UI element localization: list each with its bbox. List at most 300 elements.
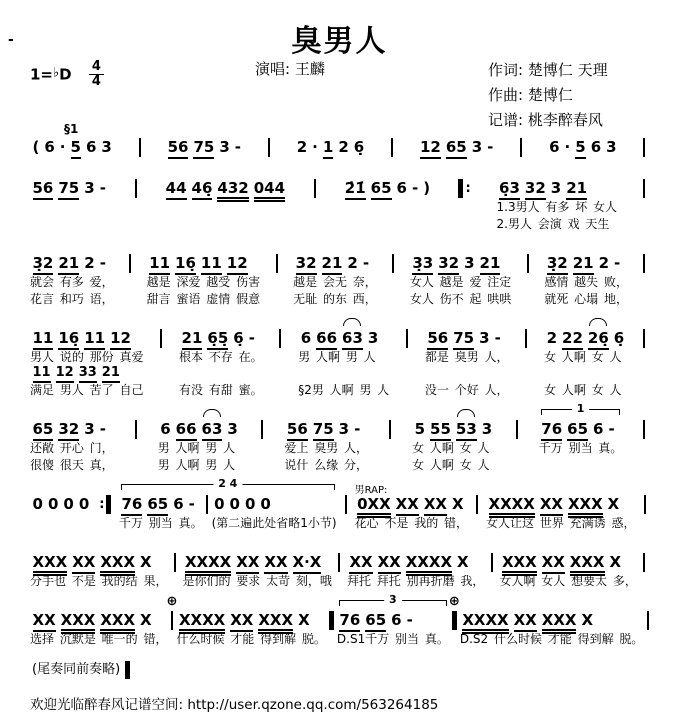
note-token: 75 xyxy=(58,179,79,200)
note-token: 6̣5̣ xyxy=(207,329,228,350)
extra-notes-row xyxy=(30,366,143,382)
meter-numerator: 4 xyxy=(89,60,104,75)
lyric-row: 都是 臭男 人， xyxy=(424,350,509,364)
bar-thin xyxy=(279,329,281,348)
lyric-row: 男人 说的 那份 真爱 xyxy=(30,350,144,364)
bar-thin xyxy=(345,495,347,514)
measure xyxy=(119,493,203,532)
note-token: XXX xyxy=(570,553,605,576)
lyric-row: 就会 有多 爱， xyxy=(30,275,114,289)
barline xyxy=(266,136,271,158)
note-token: 76 xyxy=(121,495,142,516)
notes-row xyxy=(30,493,92,515)
note-token: 66 xyxy=(176,420,197,441)
notes-row xyxy=(544,252,628,274)
barline xyxy=(137,136,142,158)
notes-row xyxy=(298,327,389,349)
measures-row xyxy=(30,165,649,233)
notes-row xyxy=(165,136,243,158)
note-token: 16̣ xyxy=(58,329,79,350)
lyric-row: 很傻 很天 真， xyxy=(30,458,114,472)
note-token: 6 xyxy=(593,420,604,438)
measure xyxy=(486,493,635,532)
note-token: 3 xyxy=(471,138,483,156)
note-token: 2 xyxy=(598,254,609,272)
measure xyxy=(425,327,509,399)
measure xyxy=(539,418,623,474)
lyric-row: 千万 别当 真。 xyxy=(118,516,203,530)
note-token: 3 xyxy=(101,138,112,156)
score-line xyxy=(30,477,649,532)
note-token: 0XX xyxy=(357,495,391,518)
flat-sign: ♭ xyxy=(53,65,60,81)
measure xyxy=(176,609,325,648)
note-token: 76 xyxy=(339,611,360,632)
measure xyxy=(212,493,337,532)
note-token: - xyxy=(362,254,370,272)
bar-thin xyxy=(338,553,340,572)
measure xyxy=(354,485,469,532)
note-token: 65 xyxy=(446,138,467,159)
measure xyxy=(337,609,449,648)
note-token: XX xyxy=(542,553,565,574)
notes-row xyxy=(544,327,627,349)
notes-row xyxy=(412,418,495,440)
bar-thick xyxy=(329,611,334,630)
note-token: XX xyxy=(540,495,563,516)
meter-denominator: 4 xyxy=(91,74,101,90)
note-token: 6̣ xyxy=(233,329,244,347)
note-token: X xyxy=(140,611,152,629)
note-token: 75 xyxy=(313,420,334,441)
notes-row xyxy=(460,609,644,631)
barline xyxy=(448,594,460,631)
note-token: 21 xyxy=(322,254,343,275)
measure xyxy=(179,327,263,399)
measure xyxy=(30,551,167,590)
note-token: · xyxy=(312,138,318,156)
note-token: 21 xyxy=(102,366,120,383)
barline xyxy=(642,418,647,440)
barline xyxy=(343,493,348,515)
note-token: XXX xyxy=(100,553,135,576)
lyric-row: 女人 伤不 起 哄哄 xyxy=(409,292,512,306)
barline xyxy=(278,327,283,349)
note-token: XX xyxy=(230,611,253,632)
note-token: XXXX xyxy=(462,611,508,634)
measures-row xyxy=(30,539,649,590)
measure xyxy=(30,177,108,233)
measure xyxy=(163,177,287,233)
note-token: 3 xyxy=(481,420,493,438)
note-token: - xyxy=(99,179,106,197)
bar-thin xyxy=(643,329,645,348)
note-token: 63 xyxy=(202,420,223,441)
bar-thin xyxy=(643,254,645,273)
notes-row xyxy=(342,177,432,199)
measures-row xyxy=(30,315,649,399)
lyric-row: 选择 沉默是 唯一的 错， xyxy=(30,632,168,646)
barline xyxy=(337,551,342,573)
notes-row xyxy=(497,177,618,199)
lyric-row: 1.3男人 有多 坏 女人 xyxy=(496,200,618,214)
tie-arc xyxy=(203,409,221,417)
lyric-row: §2男 人啊 男 人 xyxy=(298,383,390,397)
bar-thin xyxy=(516,420,518,439)
bar-thin xyxy=(261,420,263,439)
note-token: 21 xyxy=(58,254,79,275)
note-token: 21 xyxy=(566,179,587,200)
lyric-row xyxy=(30,199,108,216)
performer-credit: 演唱: 王麟 xyxy=(255,60,325,78)
volta-bracket xyxy=(336,593,449,648)
notes-row xyxy=(547,136,619,158)
tie-arc xyxy=(343,318,361,326)
outro-note: (尾奏同前奏略) xyxy=(32,662,121,677)
note-token: 12 xyxy=(56,366,74,383)
lyric-row: 还敞 开心 门， xyxy=(30,441,114,455)
note-token: 75 xyxy=(193,138,214,159)
measure xyxy=(147,252,260,308)
measure xyxy=(460,609,644,648)
lyric-row: 越是 会无 奈， xyxy=(293,275,377,289)
measure xyxy=(165,136,243,158)
volta-label: 3 xyxy=(384,593,402,606)
volta-bracket xyxy=(118,477,337,532)
note-token: X·X xyxy=(293,553,322,574)
measure xyxy=(547,136,619,158)
bar-thin xyxy=(206,495,208,514)
note-token: 3 xyxy=(219,138,230,156)
lyric-row: 就死 心塌 地， xyxy=(544,292,628,306)
note-token: XXX xyxy=(258,611,293,634)
note-token: - xyxy=(614,254,621,272)
repeat-dots: : xyxy=(465,180,471,196)
score-line xyxy=(30,124,649,158)
note-token: 0 xyxy=(229,495,240,513)
note-token: 5 xyxy=(575,138,585,159)
notes-row xyxy=(176,609,325,631)
barline xyxy=(98,493,112,515)
notes-row xyxy=(486,493,635,515)
composer-credit: 作曲: 楚博仁 xyxy=(488,85,573,104)
lyric-row: 无耻 的东 西， xyxy=(293,292,377,306)
measure xyxy=(544,327,627,399)
note-token: ) xyxy=(423,179,431,197)
bar-thin xyxy=(314,179,316,198)
note-token: 0 xyxy=(244,495,256,513)
note-token: 2 xyxy=(296,138,308,156)
note-token: 76 xyxy=(541,420,562,441)
note-token: - xyxy=(354,420,361,438)
bar-thin xyxy=(643,138,645,157)
note-token: 11 xyxy=(33,329,54,350)
note-token: 6̣3 xyxy=(499,179,520,200)
notes-row xyxy=(284,418,368,440)
bar-thin xyxy=(276,254,278,273)
measure xyxy=(497,177,618,233)
transcriber-credit: 记谱: 桃李醉春风 xyxy=(488,110,603,129)
note-token: 6 xyxy=(549,138,560,156)
note-token: 432 xyxy=(217,179,248,202)
barline xyxy=(274,252,279,274)
note-token: 3 xyxy=(606,138,617,156)
note-token: X xyxy=(451,495,464,513)
lyric-row: 女 人啊 女 人 xyxy=(544,383,622,397)
measures-row xyxy=(30,124,649,158)
note-token: - xyxy=(234,138,241,156)
note-token: 12 xyxy=(110,329,131,350)
key-signature xyxy=(30,60,104,90)
measure xyxy=(544,252,628,308)
tie-arc xyxy=(589,318,607,326)
measure xyxy=(410,252,511,308)
barline xyxy=(390,136,395,158)
bar-thin xyxy=(389,420,391,439)
bar-thin xyxy=(135,420,137,439)
note-token: 32 xyxy=(296,254,317,275)
measure xyxy=(293,252,377,308)
note-token: 26̣ xyxy=(588,329,609,350)
notes-row xyxy=(294,136,366,158)
note-token: XX xyxy=(396,495,419,516)
barline xyxy=(642,327,647,349)
tie-arc xyxy=(457,409,475,417)
notes-row xyxy=(147,252,260,274)
score-line xyxy=(30,240,649,308)
lyric-row: 女 人啊 女 人 xyxy=(544,350,622,364)
barline xyxy=(133,177,138,199)
note-token: XXX xyxy=(542,611,577,634)
note-token: - xyxy=(406,611,413,629)
note-token: XXX xyxy=(61,611,96,634)
note-token: X xyxy=(298,611,310,629)
barline xyxy=(312,177,317,199)
measure xyxy=(342,177,432,233)
note-token: · xyxy=(59,138,66,156)
note-token: 53 xyxy=(456,420,477,441)
note-token: X xyxy=(140,553,152,571)
note-token: · xyxy=(564,138,571,156)
notes-row xyxy=(410,252,511,274)
extra-notes-row xyxy=(425,366,509,382)
extra-notes-row xyxy=(298,366,389,382)
measure xyxy=(30,136,114,158)
measure xyxy=(347,551,484,590)
coda-mark: ⊕ xyxy=(448,594,460,609)
note-token: 11 xyxy=(149,254,170,275)
bar-thin xyxy=(525,329,527,348)
tie-arc-wrap xyxy=(585,327,611,350)
footer-note: 欢迎光临醉春风记谱空间: http://user.qzone.qq.com/563264185 xyxy=(30,696,439,713)
barline xyxy=(405,327,410,349)
notes-row xyxy=(30,177,108,199)
barline xyxy=(514,418,519,440)
note-token: 56 xyxy=(427,329,448,350)
note-token: 2 xyxy=(546,329,558,347)
note-token: - xyxy=(494,329,501,347)
bar-thin xyxy=(174,553,176,572)
lyric-row: 男 人啊 男 人 xyxy=(157,458,236,472)
note-token: 55 xyxy=(430,420,451,441)
note-token: 21 xyxy=(573,254,594,275)
barline xyxy=(642,136,647,158)
note-token: XXX xyxy=(502,553,537,576)
notes-row xyxy=(179,327,263,349)
segno-label: §1 xyxy=(64,122,79,136)
lyric-row: 越是 深爱 越受 伤害 xyxy=(146,275,261,289)
measure xyxy=(417,136,495,158)
lyric-row: 花言 和巧 语， xyxy=(30,292,114,306)
bar-thin xyxy=(643,179,645,198)
score-line xyxy=(30,165,649,233)
note-token: XX xyxy=(33,611,56,632)
measures-row xyxy=(30,593,649,648)
note-token: 3 xyxy=(338,420,350,438)
notes-row xyxy=(30,418,114,440)
bar-thick xyxy=(452,611,457,630)
note-token: 3 xyxy=(227,420,238,438)
notes-row xyxy=(30,327,143,349)
note-token: XX xyxy=(72,553,95,574)
score-line xyxy=(30,402,649,474)
note-token: 3 xyxy=(84,420,95,438)
tie-arc-wrap xyxy=(453,418,479,441)
note-token: XX xyxy=(378,553,401,574)
notes-row xyxy=(158,418,241,440)
note-token: 6 xyxy=(44,138,55,156)
barline xyxy=(133,418,138,440)
barline xyxy=(328,609,335,631)
note-token: 12 xyxy=(420,138,441,159)
notes-row xyxy=(293,252,377,274)
barline xyxy=(166,594,178,631)
bar-thin xyxy=(406,329,408,348)
barline xyxy=(172,551,177,573)
measure xyxy=(30,493,92,532)
barline xyxy=(525,252,530,274)
note-token: X xyxy=(581,611,594,629)
barline xyxy=(391,252,396,274)
note-token: XX xyxy=(349,553,372,574)
score-line xyxy=(30,539,649,590)
bar-thin xyxy=(643,553,645,572)
note-token: XX xyxy=(424,495,447,516)
note-token: 75 xyxy=(453,329,474,350)
note-token: 65 xyxy=(567,420,588,441)
lyric-row: 女 人啊 女 人 xyxy=(412,441,490,455)
note-token: X xyxy=(457,553,469,571)
notes-row xyxy=(30,609,167,631)
volta-label: 2 4 xyxy=(213,477,242,490)
lyric-row: 女人 越是 爱 注定 xyxy=(409,275,512,289)
lyric-row: 男 人啊 男 人 xyxy=(157,441,236,455)
lyric-row: 甜言 蜜语 虚情 假意 xyxy=(146,292,261,306)
notes-row xyxy=(163,177,287,199)
note-token: 0 xyxy=(214,495,225,513)
measure xyxy=(284,418,368,474)
key-prefix: 1= xyxy=(30,65,54,84)
note-token: 65 xyxy=(365,611,386,632)
bar-thick xyxy=(106,495,111,514)
note-token: 2 xyxy=(347,254,358,272)
note-token: 11 xyxy=(33,366,51,383)
barline xyxy=(159,327,164,349)
bar-thin xyxy=(391,138,393,157)
tie-arc-wrap xyxy=(340,327,366,350)
extra-notes-row xyxy=(179,366,263,382)
note-token: 044 xyxy=(254,179,285,202)
note-token: 21 xyxy=(182,329,203,350)
note-token: XXX xyxy=(33,553,68,576)
barline xyxy=(388,418,393,440)
lyric-row xyxy=(342,216,432,233)
lyric-row: D.S2 什么时候 才能 得到解 脱。 xyxy=(459,632,644,646)
note-token: 46̣ xyxy=(192,179,213,200)
barline xyxy=(205,493,210,515)
volta-measures xyxy=(539,418,623,474)
note-token: 3̣3 xyxy=(412,254,433,275)
measure xyxy=(30,252,114,308)
note-token: XXXX xyxy=(489,495,535,518)
repeat-dots: : xyxy=(99,496,105,512)
note-token: 65 xyxy=(371,179,392,200)
note-token: 12 xyxy=(227,254,248,275)
note-token: 3 xyxy=(84,179,95,197)
note-token: 6 xyxy=(590,138,602,156)
key-letter: D xyxy=(59,65,72,84)
barline xyxy=(645,609,650,631)
lyric-row: 有没 有甜 蜜。 xyxy=(179,383,263,397)
score-body xyxy=(30,124,649,648)
extra-notes-row xyxy=(544,366,627,382)
barline xyxy=(524,327,529,349)
note-token: 2 xyxy=(84,254,95,272)
note-token: ( xyxy=(32,138,40,156)
measure xyxy=(30,609,167,648)
note-token: XX xyxy=(514,611,537,632)
note-token: 3̣2 xyxy=(547,254,568,275)
measure xyxy=(158,418,241,474)
barline xyxy=(642,177,647,199)
barline xyxy=(642,551,647,573)
note-token: 5 xyxy=(71,138,81,159)
measures-row xyxy=(30,402,649,474)
measure xyxy=(294,136,366,158)
notes-row xyxy=(30,252,114,274)
lyric-row: 分手也 不是 我的结 果， xyxy=(30,574,168,588)
note-token: 32 xyxy=(438,254,459,275)
note-token: 33 xyxy=(79,366,97,383)
note-token: - xyxy=(411,179,419,197)
volta-measures xyxy=(337,609,449,648)
bar-thin xyxy=(643,420,645,439)
notes-row xyxy=(499,551,636,573)
lyric-row: 是你们的 要求 太苛 刻，哦 xyxy=(182,574,332,588)
volta-measures xyxy=(119,493,337,532)
note-token: 6 xyxy=(396,179,407,197)
time-signature xyxy=(89,60,104,90)
note-token: XXX xyxy=(100,611,135,634)
lyric-row: 花心 不是 我的 错， xyxy=(354,516,469,530)
note-token: 44 xyxy=(166,179,187,200)
measure xyxy=(412,418,495,474)
note-token: XXXX xyxy=(185,553,231,576)
lyric-row: D.S1千万 别当 真。 xyxy=(336,632,449,646)
lyricist-credit: 作词: 楚博仁 天理 xyxy=(488,61,608,79)
note-token: 3̣2 xyxy=(33,254,54,275)
song-header xyxy=(30,6,649,129)
